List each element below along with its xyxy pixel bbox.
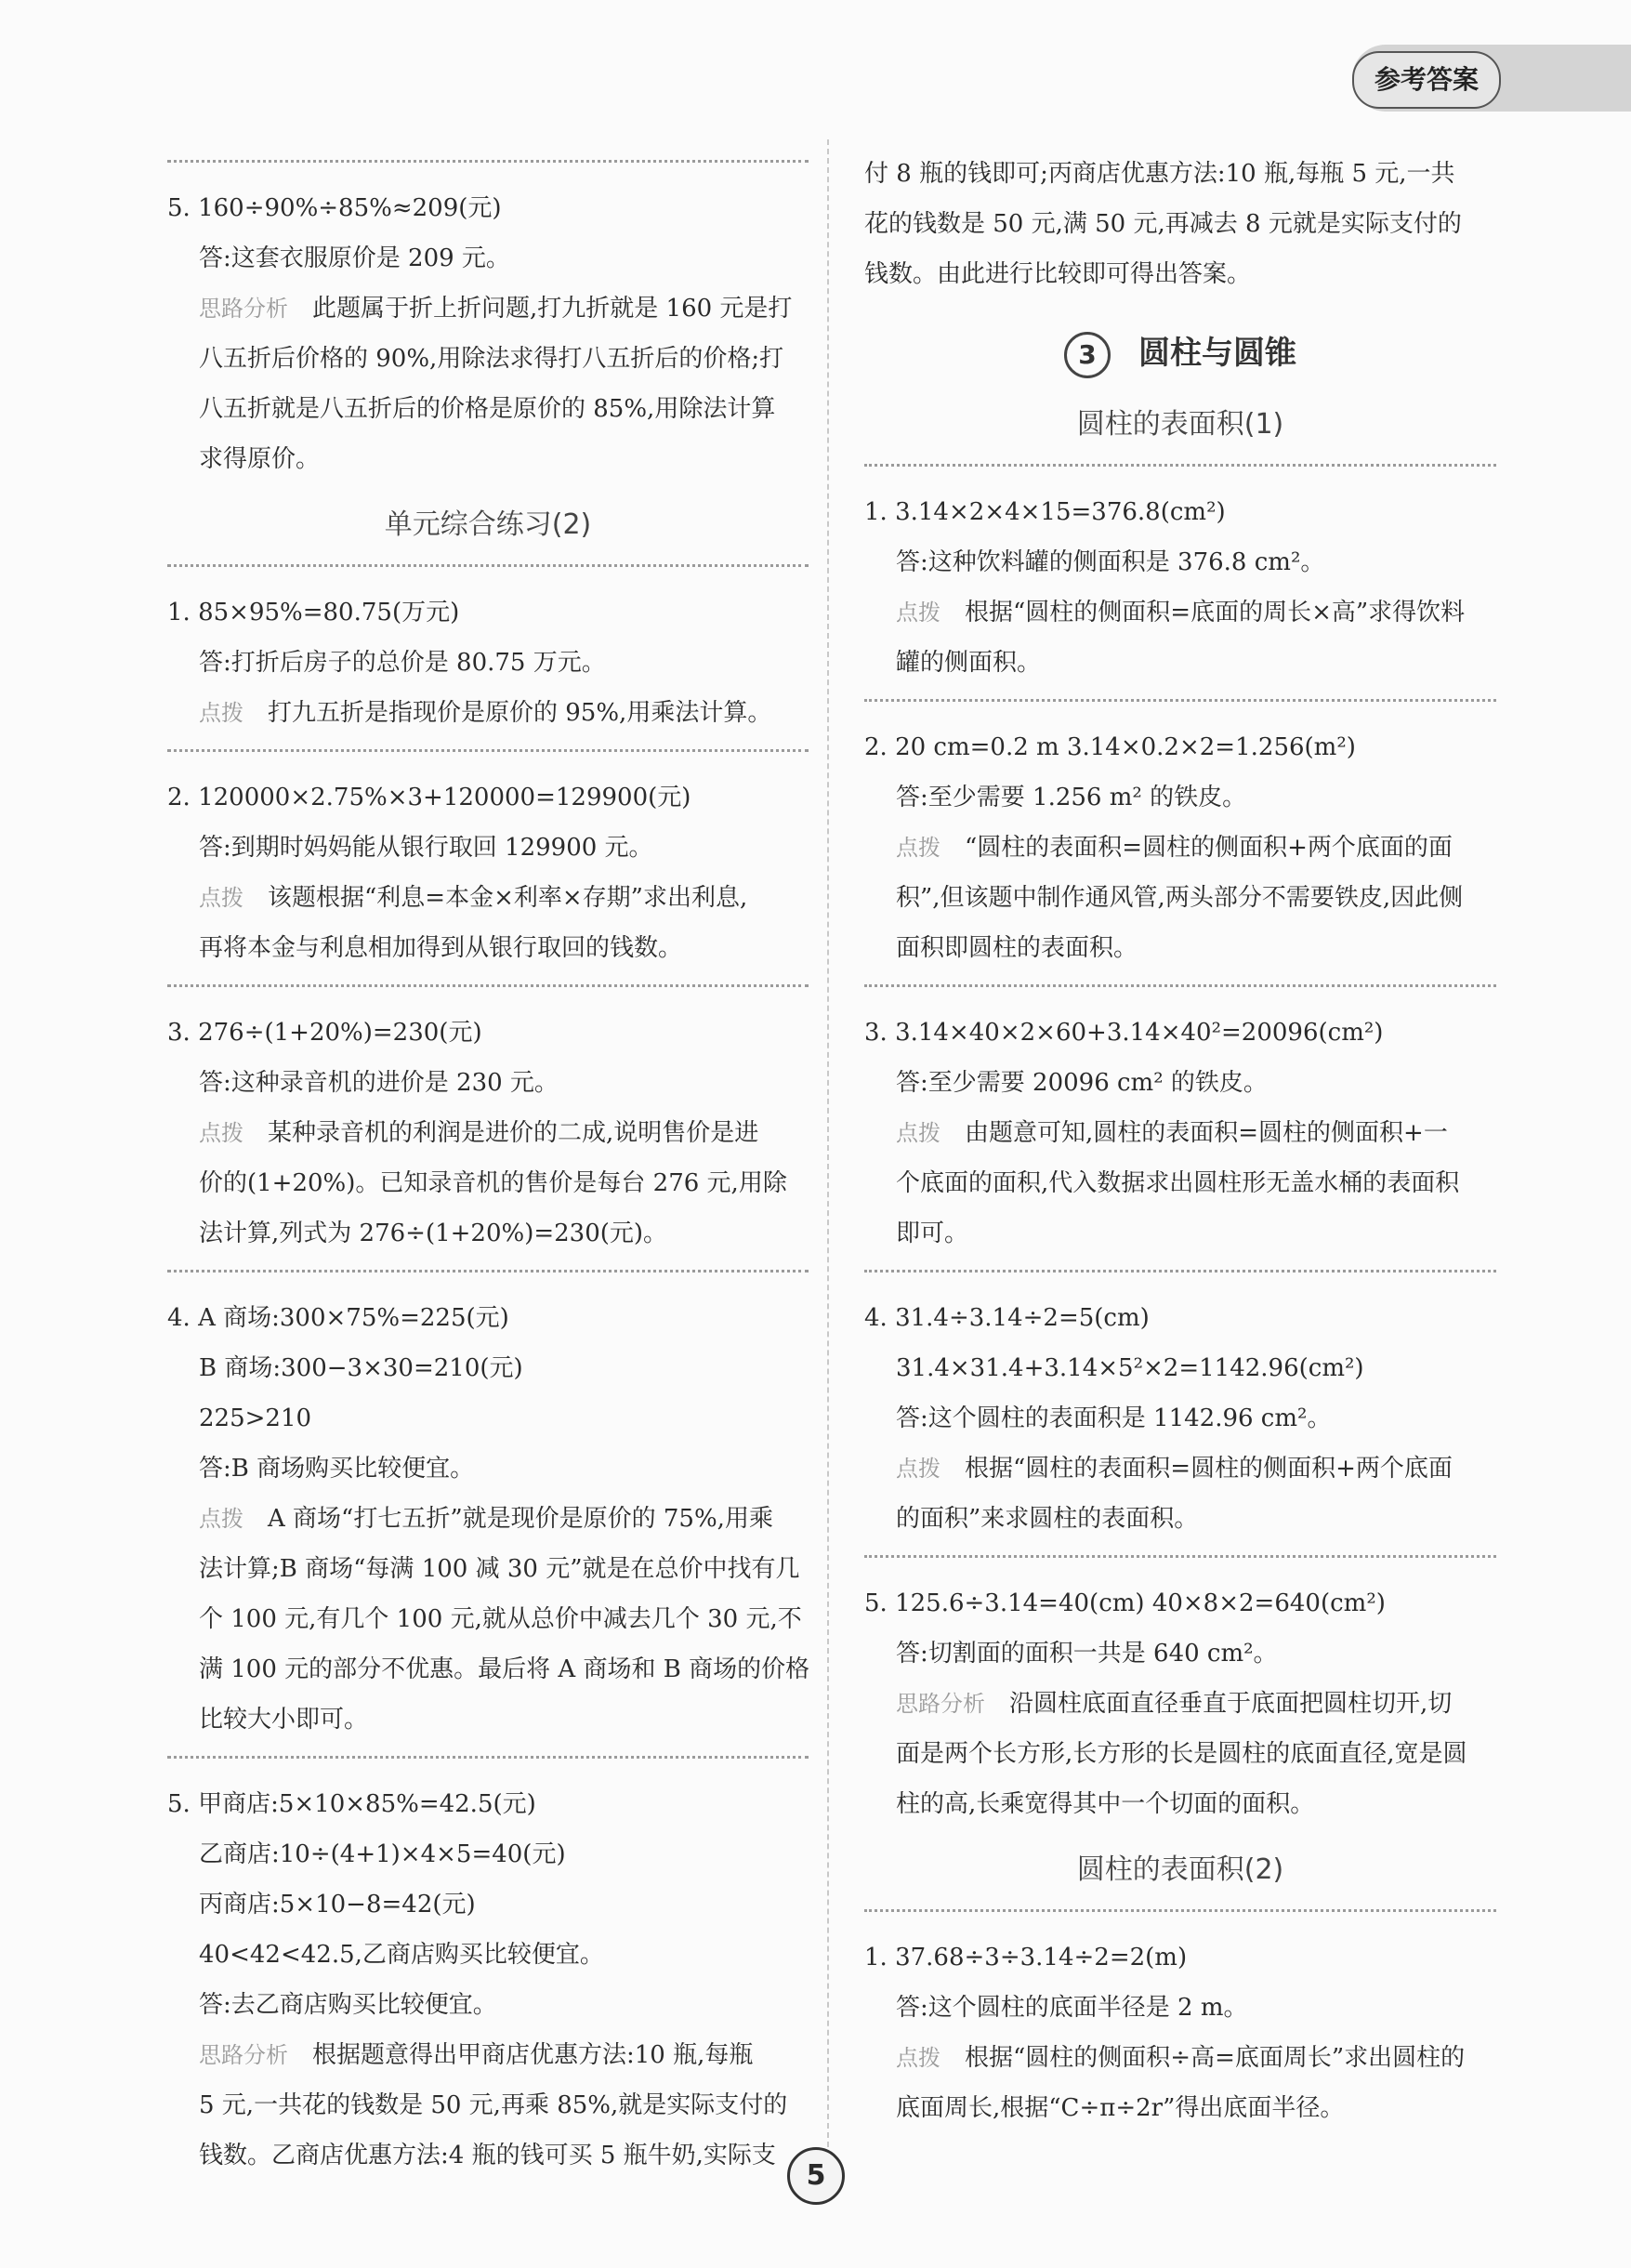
answer: 答:去乙商店购买比较便宜。	[199, 1991, 497, 2019]
divider	[864, 984, 1496, 987]
analysis-tag: 思路分析	[199, 296, 288, 322]
note: 法计算;B 商场“每满 100 减 30 元”就是在总价中找有几	[199, 1555, 800, 1583]
hint-tag: 点拨	[199, 885, 243, 911]
formula: 5. 甲商店:5×10×85%=42.5(元)	[167, 1790, 536, 1818]
section-title: 单元综合练习(2)	[384, 508, 592, 541]
note: “圆柱的表面积=圆柱的侧面积+两个底面的面	[965, 833, 1453, 862]
answer-key-badge: 参考答案	[1352, 51, 1501, 109]
note: 5 元,一共花的钱数是 50 元,再乘 85%,就是实际支付的	[199, 2091, 788, 2119]
divider	[864, 1270, 1496, 1272]
question-5	[864, 1578, 1496, 1829]
note: 满 100 元的部分不优惠。最后将 A 商场和 B 商场的价格	[199, 1655, 810, 1683]
formula: 丙商店:5×10−8=42(元)	[199, 1891, 476, 1919]
chapter-name: 圆柱与圆锥	[1138, 335, 1296, 372]
note: 法计算,列式为 276÷(1+20%)=230(元)。	[199, 1220, 668, 1247]
question-4	[167, 1293, 809, 1745]
note: 根据“圆柱的侧面积=底面的周长×高”求得饮料	[965, 598, 1466, 626]
question-2	[864, 722, 1496, 973]
note: 底面周长,根据“C÷π÷2r”得出底面半径。	[896, 2093, 1345, 2122]
note: 面积即圆柱的表面积。	[896, 933, 1138, 962]
chapter-title	[864, 327, 1496, 378]
note: 根据“圆柱的表面积=圆柱的侧面积+两个底面	[965, 1454, 1453, 1483]
continued-note: 花的钱数是 50 元,满 50 元,再减去 8 元就是实际支付的	[864, 210, 1462, 238]
formula: 40<42<42.5,乙商店购买比较便宜。	[199, 1941, 604, 1969]
formula: 5. 160÷90%÷85%≈209(元)	[167, 194, 502, 222]
answer: 答:打折后房子的总价是 80.75 万元。	[199, 649, 606, 677]
chapter-number: 3	[1064, 332, 1111, 378]
question-5-prev	[167, 183, 809, 484]
section-title: 圆柱的表面积(1)	[1076, 407, 1284, 441]
hint-tag: 点拨	[896, 2044, 940, 2071]
answer: 答:至少需要 20096 cm² 的铁皮。	[896, 1068, 1268, 1097]
note: 再将本金与利息相加得到从银行取回的钱数。	[199, 934, 683, 962]
note: 该题根据“利息=本金×利率×存期”求出利息,	[268, 884, 748, 912]
answer: 答:这种饮料罐的侧面积是 376.8 cm²。	[896, 547, 1325, 576]
question-3	[167, 1008, 809, 1259]
note: 面是两个长方形,长方形的长是圆柱的底面直径,宽是圆	[896, 1739, 1467, 1768]
divider	[864, 1909, 1496, 1912]
note: 比较大小即可。	[199, 1706, 369, 1734]
formula: 3. 276÷(1+20%)=230(元)	[167, 1019, 482, 1047]
formula: B 商场:300−3×30=210(元)	[199, 1354, 523, 1382]
divider	[864, 699, 1496, 702]
divider	[864, 464, 1496, 467]
answer: 答:这个圆柱的底面半径是 2 m。	[896, 1993, 1248, 2022]
continued-note: 付 8 瓶的钱即可;丙商店优惠方法:10 瓶,每瓶 5 元,一共	[864, 160, 1455, 188]
note: 由题意可知,圆柱的表面积=圆柱的侧面积+一	[965, 1118, 1448, 1147]
hint-tag: 点拨	[896, 1119, 940, 1146]
hint-tag: 点拨	[199, 1120, 243, 1146]
answer: 答:这套衣服原价是 209 元。	[199, 244, 510, 272]
note: 的面积”来求圆柱的表面积。	[896, 1504, 1199, 1533]
answer: 答:这个圆柱的表面积是 1142.96 cm²。	[896, 1404, 1332, 1432]
note: 积”,但该题中制作通风管,两头部分不需要铁皮,因此侧	[896, 883, 1464, 912]
formula: 225>210	[199, 1404, 312, 1432]
formula: 1. 3.14×2×4×15=376.8(cm²)	[864, 497, 1226, 526]
note: 八五折后价格的 90%,用除法求得打八五折后的价格;打	[199, 345, 784, 373]
note: A 商场“打七五折”就是现价是原价的 75%,用乘	[268, 1505, 773, 1533]
question-3	[864, 1008, 1496, 1259]
question-6	[864, 1932, 1496, 2133]
note: 柱的高,长乘宽得其中一个切面的面积。	[896, 1789, 1315, 1818]
note: 根据“圆柱的侧面积÷高=底面周长”求出圆柱的	[965, 2043, 1466, 2072]
divider	[167, 564, 809, 567]
answer: 答:到期时妈妈能从银行取回 129900 元。	[199, 834, 653, 862]
formula: 2. 120000×2.75%×3+120000=129900(元)	[167, 784, 691, 811]
formula: 2. 20 cm=0.2 m 3.14×0.2×2=1.256(m²)	[864, 732, 1356, 761]
formula: 1. 37.68÷3÷3.14÷2=2(m)	[864, 1943, 1188, 1971]
divider	[167, 749, 809, 752]
hint-tag: 点拨	[896, 1455, 940, 1482]
question-1	[864, 487, 1496, 688]
analysis-tag: 思路分析	[896, 1690, 985, 1717]
formula: 31.4×31.4+3.14×5²×2=1142.96(cm²)	[896, 1353, 1364, 1382]
page-number: 5	[787, 2147, 845, 2205]
note: 个底面的面积,代入数据求出圆柱形无盖水桶的表面积	[896, 1168, 1460, 1197]
formula: 4. A 商场:300×75%=225(元)	[167, 1304, 509, 1332]
divider	[864, 1555, 1496, 1558]
analysis-tag: 思路分析	[199, 2042, 288, 2068]
hint-tag: 点拨	[199, 700, 243, 726]
divider	[167, 1270, 809, 1272]
column-divider	[827, 139, 829, 2147]
formula: 1. 85×95%=80.75(万元)	[167, 599, 460, 626]
answer: 答:这种录音机的进价是 230 元。	[199, 1069, 559, 1097]
formula: 5. 125.6÷3.14=40(cm) 40×8×2=640(cm²)	[864, 1589, 1386, 1617]
note: 某种录音机的利润是进价的二成,说明售价是进	[268, 1119, 759, 1147]
answer: 答:B 商场购买比较便宜。	[199, 1455, 475, 1483]
hint-tag: 点拨	[896, 834, 940, 861]
formula: 乙商店:10÷(4+1)×4×5=40(元)	[199, 1840, 566, 1868]
question-1	[167, 587, 809, 738]
note: 八五折就是八五折后的价格是原价的 85%,用除法计算	[199, 395, 776, 423]
question-5	[167, 1779, 809, 2181]
formula: 4. 31.4÷3.14÷2=5(cm)	[864, 1303, 1150, 1332]
note: 沿圆柱底面直径垂直于底面把圆柱切开,切	[1009, 1689, 1453, 1718]
right-column	[864, 149, 1496, 2133]
left-column	[167, 149, 809, 2181]
continued-note: 钱数。由此进行比较即可得出答案。	[864, 260, 1252, 288]
divider	[167, 1756, 809, 1759]
section-title: 圆柱的表面积(2)	[1076, 1853, 1284, 1886]
formula: 3. 3.14×40×2×60+3.14×40²=20096(cm²)	[864, 1018, 1384, 1047]
answer: 答:至少需要 1.256 m² 的铁皮。	[896, 783, 1247, 811]
question-4	[864, 1293, 1496, 1544]
note: 此题属于折上折问题,打九折就是 160 元是打	[312, 295, 793, 323]
question-2	[167, 772, 809, 973]
hint-tag: 点拨	[199, 1506, 243, 1532]
note: 求得原价。	[199, 445, 321, 473]
divider	[167, 160, 809, 163]
answer: 答:切割面的面积一共是 640 cm²。	[896, 1639, 1278, 1668]
note: 价的(1+20%)。已知录音机的售价是每台 276 元,用除	[199, 1169, 787, 1197]
note: 罐的侧面积。	[896, 648, 1042, 677]
hint-tag: 点拨	[896, 599, 940, 626]
note: 即可。	[896, 1219, 969, 1247]
note: 打九五折是指现价是原价的 95%,用乘法计算。	[268, 699, 772, 727]
note: 个 100 元,有几个 100 元,就从总价中减去几个 30 元,不	[199, 1605, 802, 1633]
note: 根据题意得出甲商店优惠方法:10 瓶,每瓶	[312, 2041, 754, 2069]
note: 钱数。乙商店优惠方法:4 瓶的钱可买 5 瓶牛奶,实际支	[199, 2142, 776, 2169]
divider	[167, 984, 809, 987]
